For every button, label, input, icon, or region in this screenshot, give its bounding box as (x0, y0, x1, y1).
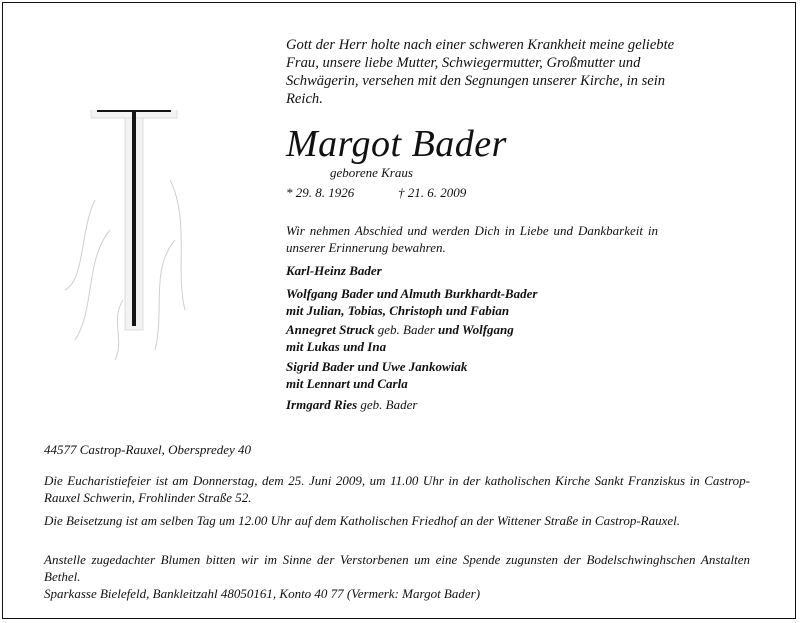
birth-name: geb. Bader (374, 322, 439, 337)
life-dates (286, 185, 616, 201)
bank-details: Sparkasse Bielefeld, Bankleitzahl 48050161, Konto 40 77 (Vermerk: Margot Bader) (44, 586, 481, 601)
family-name: Annegret Struck (286, 322, 375, 337)
family-member (286, 396, 686, 413)
mass-info: Die Eucharistiefeier ist am Donnerstag, dem 25. Juni 2009, um 11.00 Uhr in der katholischen Kirche Sankt Franziskus in Castrop-Rauxel Schwerin, Frohlinder Straße 52. (44, 473, 750, 505)
farewell-text: Wir nehmen Abschied und werden Dich in Liebe und Dankbarkeit in unserer Erinnerung bewahren. (286, 223, 658, 255)
donation-info (44, 551, 750, 602)
family-member (286, 321, 686, 355)
family-member (286, 358, 686, 392)
family-member (286, 262, 686, 279)
family-children: mit Lukas und Ina (286, 339, 387, 354)
address: 44577 Castrop-Rauxel, Oberspredey 40 (44, 442, 252, 457)
maiden-name: geborene Kraus (330, 165, 413, 180)
family-name: Sigrid Bader und Uwe Jankowiak (286, 359, 468, 374)
cross-icon (55, 110, 205, 370)
intro-text: Gott der Herr holte nach einer schweren Krankheit meine geliebte Frau, unsere liebe Mutter, Schwiegermutter, Großmutter und Schwägerin, versehen mit den Segnungen unserer Kirche, in sein Reich. (286, 37, 675, 107)
birth-name: geb. Bader (357, 397, 418, 412)
birth-date: * 29. 8. 1926 (286, 185, 355, 200)
deceased-name: Margot Bader (286, 123, 507, 165)
death-date: † 21. 6. 2009 (398, 185, 467, 200)
family-name: Irmgard Ries (286, 397, 358, 412)
family-name: Wolfgang Bader und Almuth Burkhardt-Bader (286, 286, 538, 301)
family-children: mit Lennart und Carla (286, 376, 408, 391)
cross-illustration (55, 110, 205, 370)
family-partner: und Wolfgang (438, 322, 514, 337)
family-name: Karl-Heinz Bader (286, 263, 382, 278)
family-children: mit Julian, Tobias, Christoph und Fabian (286, 303, 510, 318)
burial-info: Die Beisetzung ist am selben Tag um 12.00 Uhr auf dem Katholischen Friedhof an der Wittener Straße in Castrop-Rauxel. (44, 513, 680, 528)
donation-text: Anstelle zugedachter Blumen bitten wir im Sinne der Verstorbenen um eine Spende zugunsten der Bodelschwinghschen Anstalten Bethel. (44, 552, 750, 584)
family-member (286, 285, 686, 319)
